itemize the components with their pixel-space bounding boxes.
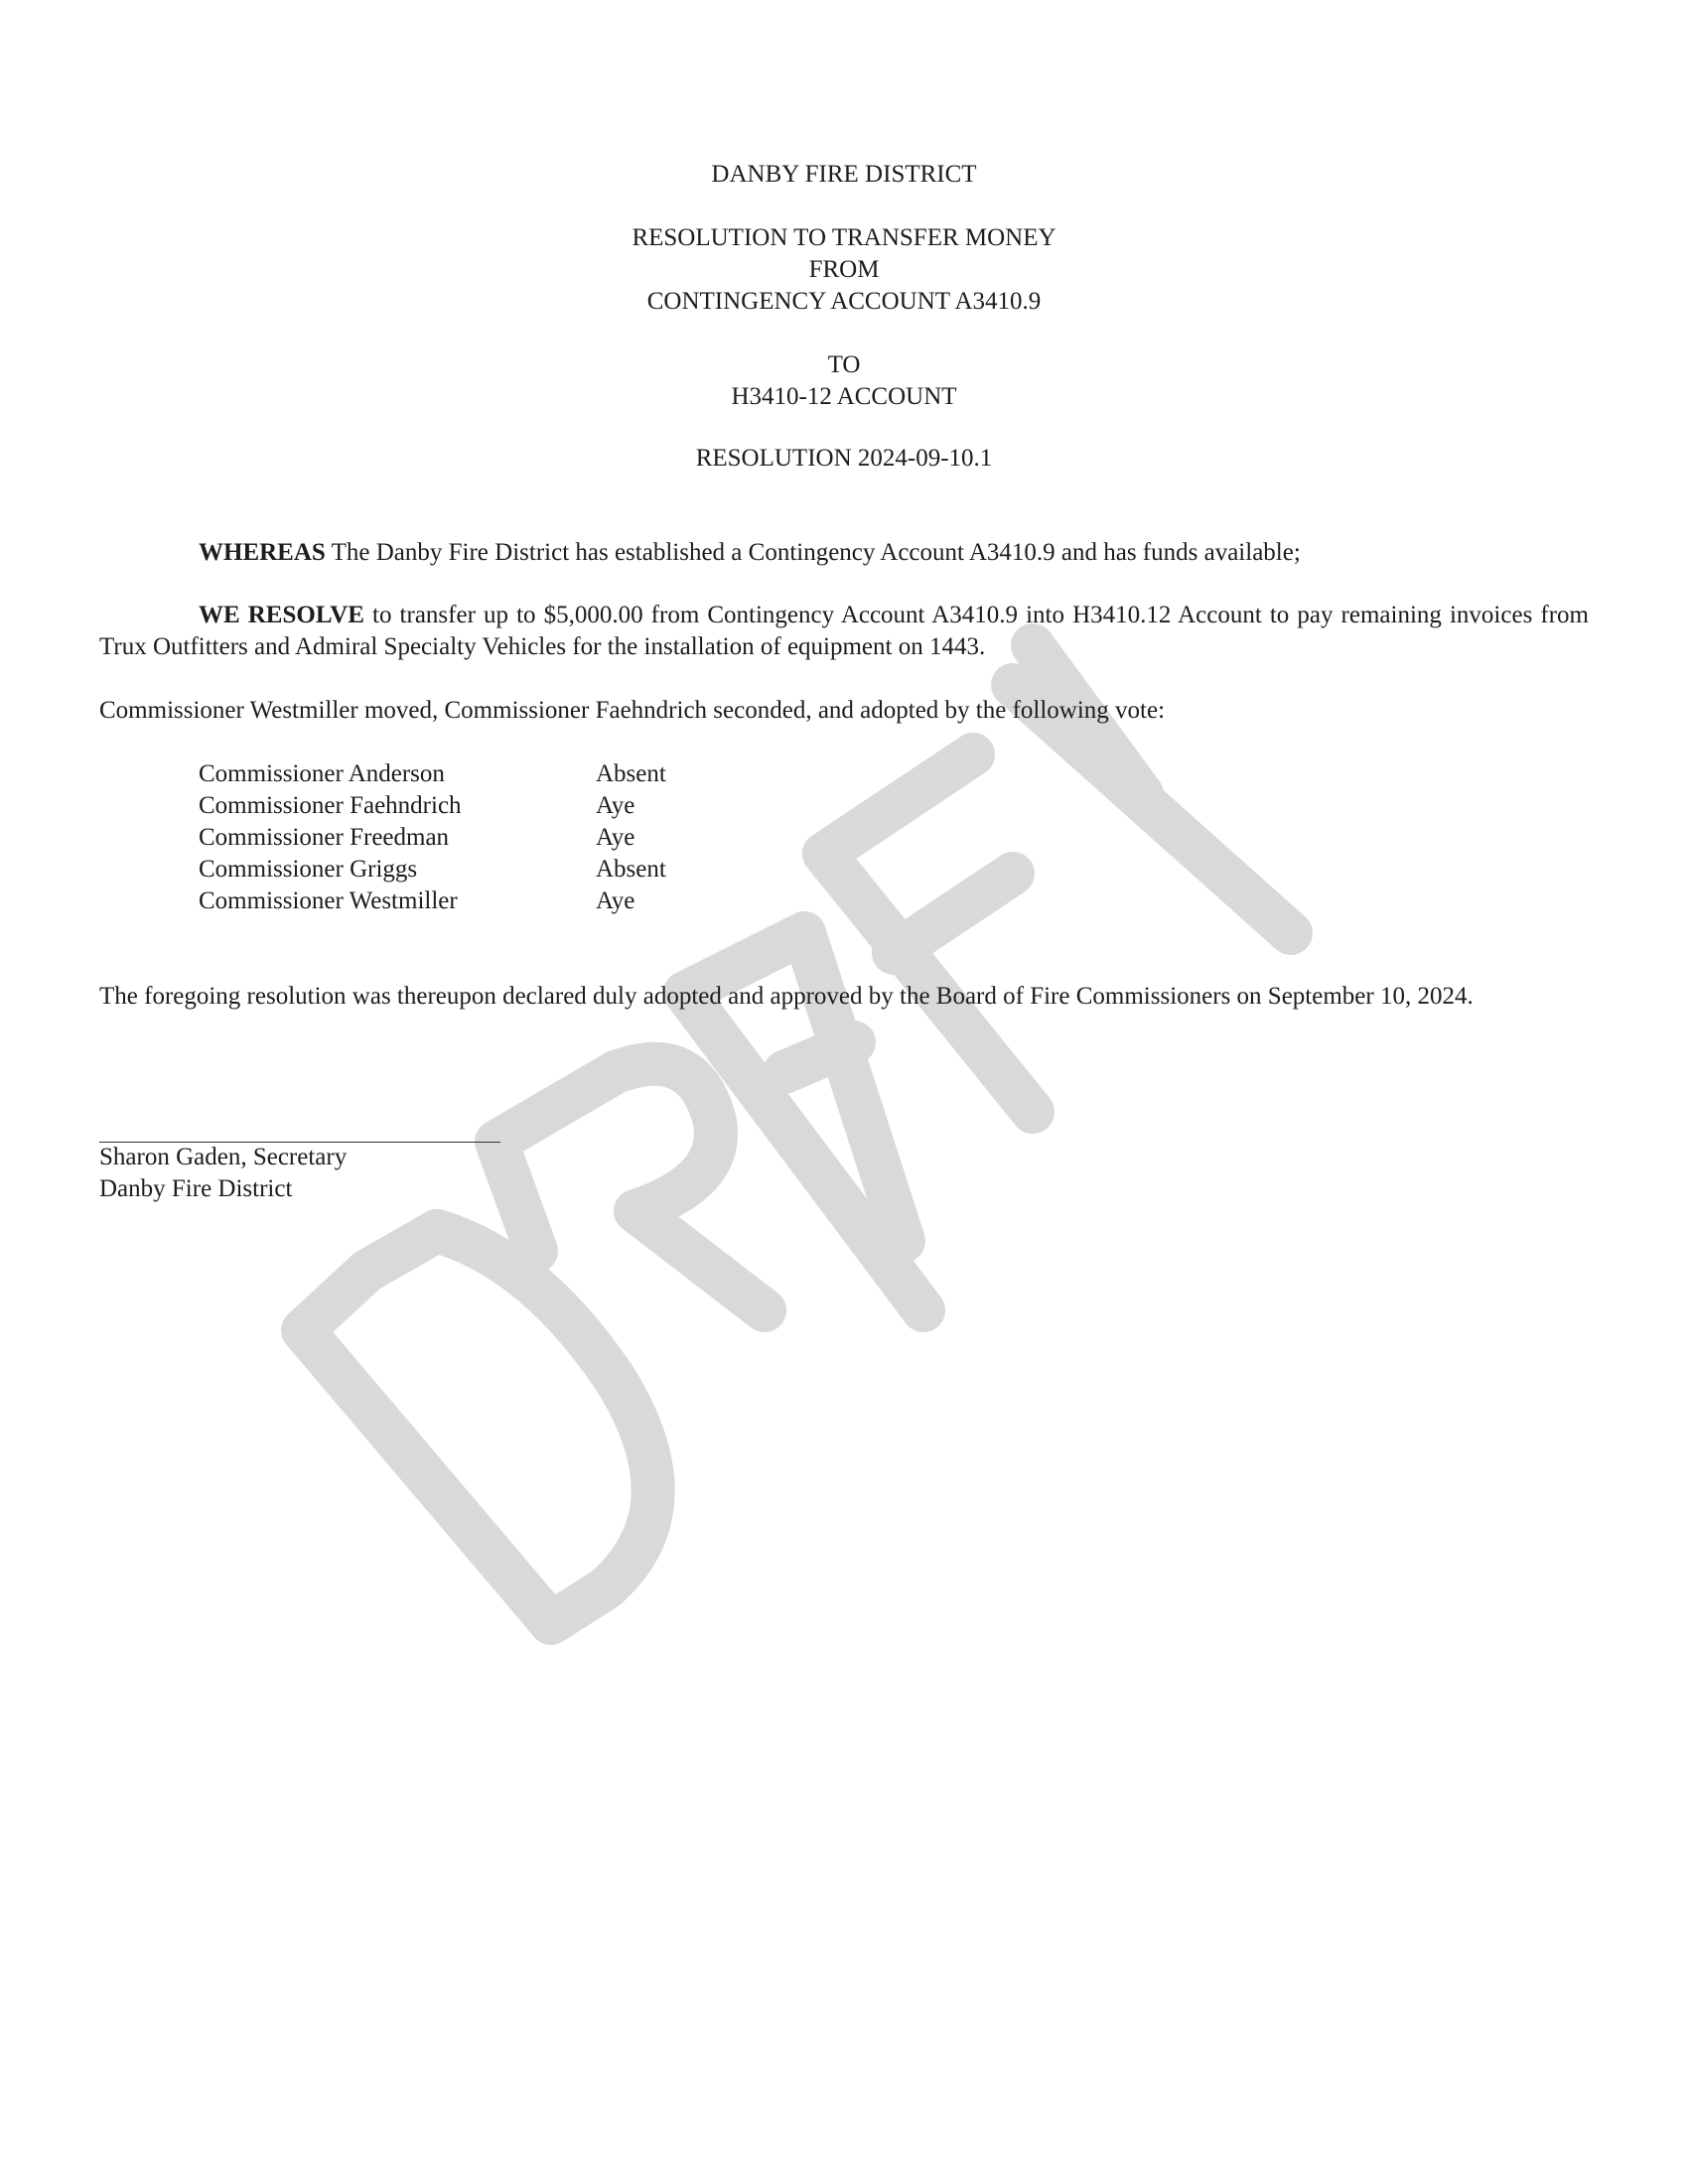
title-line-2: FROM (808, 256, 880, 283)
resolution-page (99, 0, 1589, 2184)
declaration-text: The foregoing resolution was thereupon declared duly adopted and approved by the Board of Fire Commissioners on September 10, 2024. (99, 983, 1474, 1010)
vote-value: Absent (596, 856, 666, 883)
whereas-lead: WHEREAS (199, 539, 326, 566)
vote-table (199, 758, 745, 917)
commissioner-name: Commissioner Anderson (199, 760, 445, 787)
title-line-1: RESOLUTION TO TRANSFER MONEY (632, 224, 1056, 251)
district-heading (99, 159, 1589, 191)
vote-value: Aye (596, 792, 635, 819)
motion-text: Commissioner Westmiller moved, Commissioner Faehndrich seconded, and adopted by the following vote: (99, 697, 1166, 724)
vote-row (199, 886, 745, 917)
vote-value: Absent (596, 760, 666, 787)
resolution-title (99, 222, 1589, 318)
vote-row (199, 854, 745, 886)
whereas-paragraph (99, 537, 1589, 569)
vote-row (199, 822, 745, 854)
motion-paragraph (99, 695, 1589, 727)
commissioner-name: Commissioner Griggs (199, 856, 418, 883)
whereas-text: The Danby Fire District has established a Contingency Account A3410.9 and has funds available; (325, 539, 1301, 566)
commissioner-name: Commissioner Westmiller (199, 887, 458, 914)
title-line-5: H3410-12 ACCOUNT (731, 383, 957, 410)
resolve-text: to transfer up to $5,000.00 from Contingency Account A3410.9 into H3410.12 Account to pay remaining invoices from Trux Outfitters and Admiral Specialty Vehicles for the installation of equipment on 1443. (99, 602, 1589, 660)
vote-row (199, 790, 745, 822)
resolution-number-text: RESOLUTION 2024-09-10.1 (695, 445, 993, 472)
signatory-name: Sharon Gaden, Secretary (99, 1144, 348, 1170)
resolution-number (99, 443, 1589, 475)
title-line-4: TO (827, 351, 861, 378)
destination-account (99, 349, 1589, 413)
resolve-paragraph (99, 600, 1589, 663)
declaration-paragraph (99, 981, 1589, 1013)
vote-value: Aye (596, 887, 635, 914)
title-line-3: CONTINGENCY ACCOUNT A3410.9 (646, 288, 1042, 315)
signature-block (99, 1142, 347, 1205)
commissioner-name: Commissioner Faehndrich (199, 792, 462, 819)
vote-row (199, 758, 745, 790)
vote-value: Aye (596, 824, 635, 851)
commissioner-name: Commissioner Freedman (199, 824, 450, 851)
resolve-lead: WE RESOLVE (199, 602, 364, 628)
signatory-organization: Danby Fire District (99, 1175, 293, 1202)
district-name: DANBY FIRE DISTRICT (711, 161, 977, 188)
